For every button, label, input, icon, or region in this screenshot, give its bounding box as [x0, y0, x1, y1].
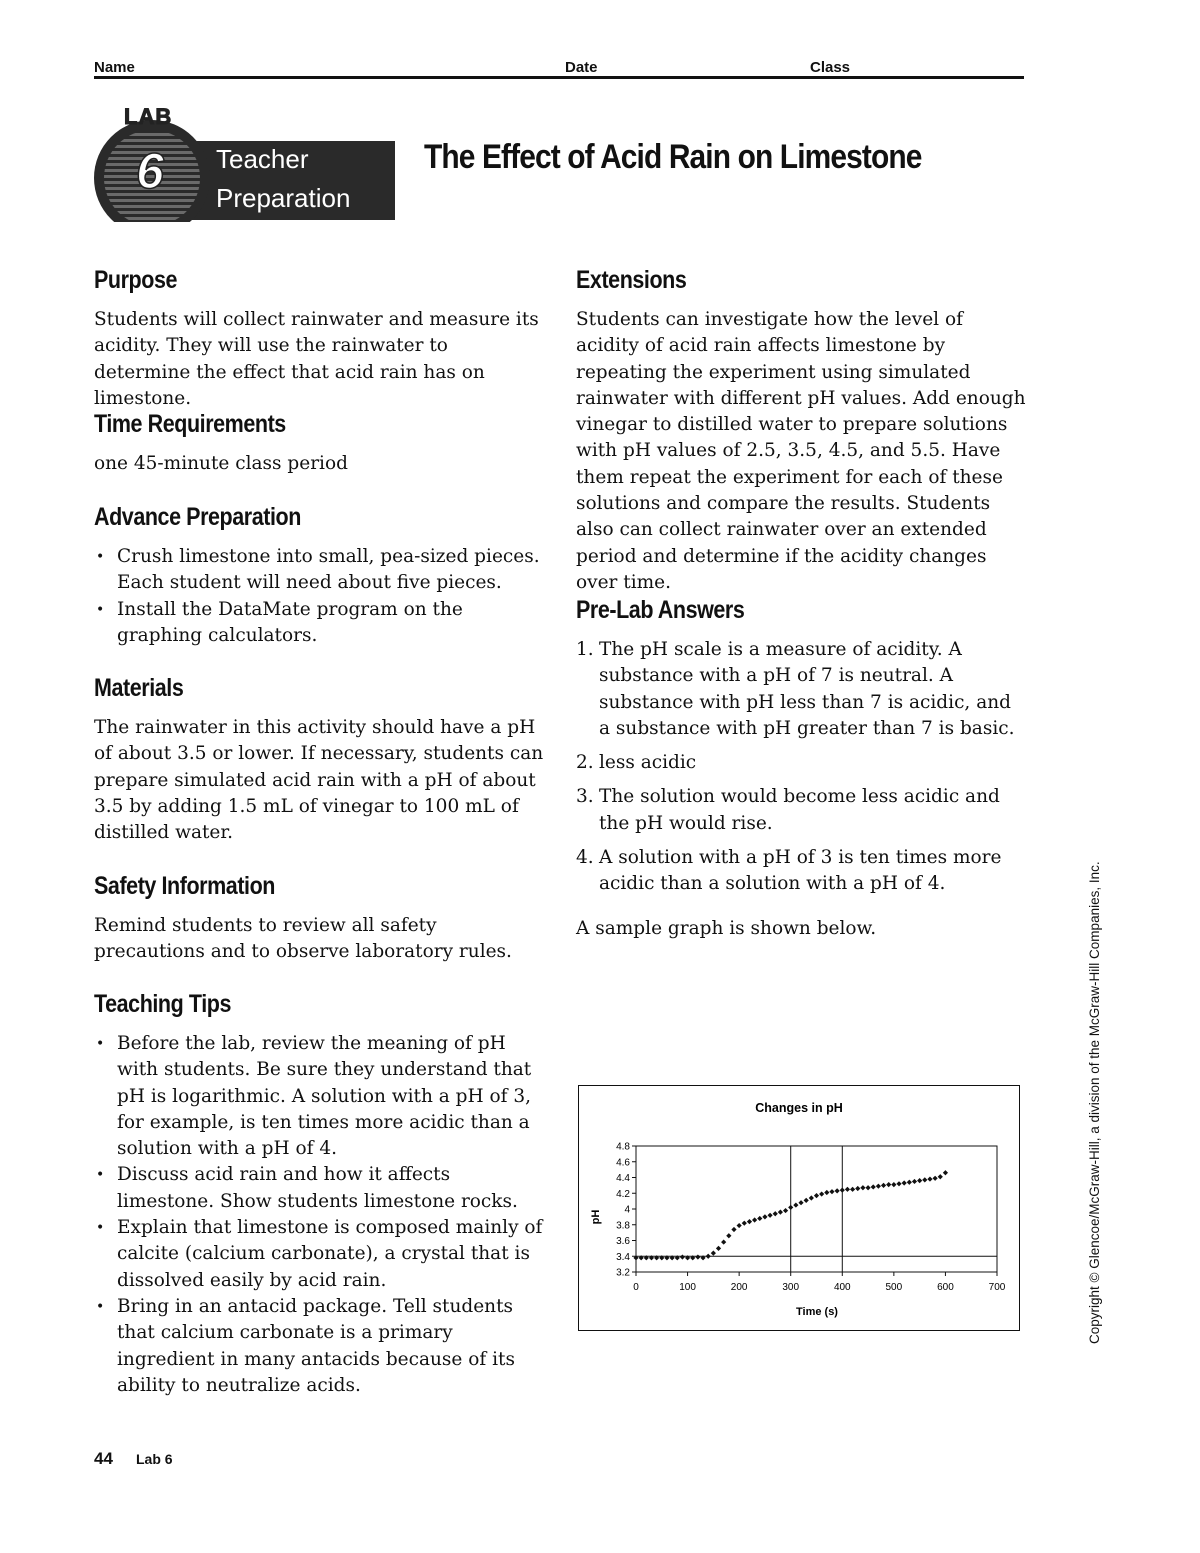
data-point [907, 1180, 912, 1185]
data-point [783, 1208, 788, 1213]
data-point [912, 1179, 917, 1184]
data-point [876, 1184, 881, 1189]
materials-heading: Materials [94, 674, 184, 702]
data-point [891, 1182, 896, 1187]
item-number: 1. [576, 639, 594, 660]
data-point [804, 1198, 809, 1203]
chart-frame [578, 1085, 1020, 1331]
data-point [860, 1185, 865, 1190]
data-point [871, 1184, 876, 1189]
ph-chart [579, 1086, 1018, 1329]
data-point [747, 1219, 752, 1224]
date-label: Date [565, 59, 598, 76]
materials-body: The rainwater in this activity should have a pH of about 3.5 or lower. If necessary, students can prepare simulated acid rain with a pH of about 3.5 by adding 1.5 mL of vinegar to 100 mL of distilled water. [94, 717, 544, 844]
data-point [809, 1195, 814, 1200]
data-point [835, 1188, 840, 1193]
data-point [788, 1205, 793, 1210]
data-point [737, 1223, 742, 1228]
item-number: 3. [576, 786, 594, 808]
y-tick-label: 4 [624, 1204, 630, 1216]
data-point [721, 1239, 726, 1244]
list-item [576, 845, 1026, 898]
list-item: • Bring in an antacid package. Tell students that calcium carbonate is a primary ingredient in many antacids because of its ability to neutralize acids. [94, 1294, 544, 1399]
data-point [716, 1246, 721, 1251]
item-text: The solution would become less acidic and the pH would rise. [599, 786, 1000, 834]
x-tick-label: 500 [885, 1282, 903, 1293]
data-point [767, 1213, 772, 1218]
data-point [917, 1178, 922, 1183]
data-point [845, 1187, 850, 1192]
section-time [94, 410, 544, 477]
data-point [824, 1190, 829, 1195]
data-point [850, 1187, 855, 1192]
chart-title: Changes in pH [755, 1101, 843, 1115]
item-number: 4. [576, 847, 594, 869]
plot-area [636, 1146, 997, 1272]
lab-number: 6 [136, 143, 164, 199]
sample-graph-note: A sample graph is shown below. [576, 917, 877, 939]
data-point [881, 1183, 886, 1188]
data-point [762, 1214, 767, 1219]
class-label: Class [810, 59, 851, 76]
x-tick-label: 100 [679, 1282, 696, 1293]
lab-word: LAB [124, 104, 173, 129]
data-point [865, 1185, 870, 1190]
section-extensions [576, 266, 1026, 596]
data-point [829, 1189, 834, 1194]
y-tick-label: 4.8 [616, 1141, 630, 1153]
data-point [680, 1254, 685, 1259]
list-item [576, 784, 1026, 837]
data-point [855, 1186, 860, 1191]
data-point [933, 1176, 938, 1181]
y-tick-label: 3.8 [616, 1220, 630, 1232]
safety-body: Remind students to review all safety precautions and to observe laboratory rules. [94, 915, 512, 963]
item-text: less acidic [599, 752, 697, 774]
section-materials [94, 674, 544, 846]
y-tick-label: 3.2 [616, 1267, 630, 1279]
section-prelab [576, 596, 1026, 942]
data-point [938, 1174, 943, 1179]
x-tick-label: 200 [730, 1282, 748, 1293]
x-axis-label: Time (s) [796, 1306, 838, 1318]
data-point [798, 1200, 803, 1205]
purpose-heading: Purpose [94, 266, 178, 294]
purpose-body: Students will collect rainwater and measure its acidity. They will use the rainwater to determine the effect that acid rain has on limestone. [94, 309, 539, 409]
page-number: 44 [94, 1449, 113, 1468]
copyright-notice: Copyright © Glencoe/McGraw-Hill, a division of the McGraw-Hill Companies, Inc. [1087, 861, 1102, 1344]
list-item [576, 750, 1026, 776]
data-point [927, 1176, 932, 1181]
data-point [778, 1210, 783, 1215]
data-point [814, 1193, 819, 1198]
list-item [576, 637, 1026, 742]
data-point [840, 1188, 845, 1193]
section-purpose [94, 266, 544, 412]
prelab-heading: Pre-Lab Answers [576, 596, 745, 624]
y-axis-label: pH [590, 1209, 602, 1225]
x-tick-label: 0 [633, 1282, 639, 1293]
item-text: A solution with a pH of 3 is ten times more acidic than a solution with a pH of 4. [599, 847, 1002, 895]
data-point [819, 1191, 824, 1196]
list-item: • Explain that limestone is composed mainly of calcite (calcium carbonate), a crystal that is dissolved easily by acid rain. [94, 1215, 544, 1294]
section-tips [94, 990, 544, 1399]
badge-line2: Preparation [216, 183, 351, 213]
section-advance [94, 503, 544, 649]
item-number: 2. [576, 752, 594, 774]
data-point [695, 1254, 700, 1259]
data-point [793, 1202, 798, 1207]
list-item: • Discuss acid rain and how it affects limestone. Show students limestone rocks. [94, 1162, 544, 1215]
data-point [726, 1233, 731, 1238]
data-point [922, 1177, 927, 1182]
time-body: one 45-minute class period [94, 453, 348, 474]
tips-heading: Teaching Tips [94, 990, 231, 1018]
y-tick-label: 3.4 [616, 1251, 630, 1263]
section-safety [94, 872, 544, 966]
header-rule [94, 76, 1024, 79]
x-tick-label: 400 [833, 1282, 851, 1293]
x-tick-label: 300 [782, 1282, 800, 1293]
extensions-heading: Extensions [576, 266, 687, 294]
y-tick-label: 4.4 [616, 1173, 630, 1184]
data-point [731, 1227, 736, 1232]
data-point [773, 1211, 778, 1216]
y-tick-label: 4.6 [616, 1157, 630, 1169]
data-point [711, 1251, 716, 1256]
badge-line1: Teacher [216, 144, 309, 174]
data-point [757, 1216, 762, 1221]
name-label: Name [94, 59, 135, 76]
list-item: • Install the DataMate program on the graphing calculators. [94, 597, 544, 650]
list-item: • Before the lab, review the meaning of pH with students. Be sure they understand that pH is logarithmic. A solution with a pH of 3, for example, is ten times more acidic than a solution with a pH of 4. [94, 1031, 544, 1162]
extensions-body: Students can investigate how the level of acidity of acid rain affects limestone by repeating the experiment using simulated rainwater with different pH values. Add enough vinegar to distilled water to prepare solutions with pH values of 2.5, 3.5, 4.5, and 5.5. Have them repeat the experiment for each of these solutions and compare the results. Students also can collect rainwater over an extended period and determine if the acidity changes over time. [576, 309, 1026, 593]
time-heading: Time Requirements [94, 410, 286, 438]
data-point [943, 1170, 948, 1175]
advance-heading: Advance Preparation [94, 503, 301, 531]
x-tick-label: 700 [988, 1282, 1006, 1293]
item-text: The pH scale is a measure of acidity. A substance with a pH of 7 is neutral. A substance with pH less than 7 is acidic, and a substance with pH greater than 7 is basic. [599, 639, 1015, 739]
safety-heading: Safety Information [94, 872, 276, 900]
y-tick-label: 4.2 [616, 1188, 630, 1200]
page-title: The Effect of Acid Rain on Limestone [424, 138, 922, 176]
footer-lab: Lab 6 [136, 1451, 173, 1467]
lab-badge [92, 100, 398, 222]
data-point [706, 1254, 711, 1259]
data-point [886, 1182, 891, 1187]
data-point [752, 1217, 757, 1222]
data-point [902, 1180, 907, 1185]
list-item: • Crush limestone into small, pea-sized pieces. Each student will need about five pieces. [94, 544, 544, 597]
y-tick-label: 3.6 [616, 1236, 630, 1247]
data-point [896, 1181, 901, 1186]
x-tick-label: 600 [937, 1282, 954, 1293]
data-point [742, 1221, 747, 1226]
